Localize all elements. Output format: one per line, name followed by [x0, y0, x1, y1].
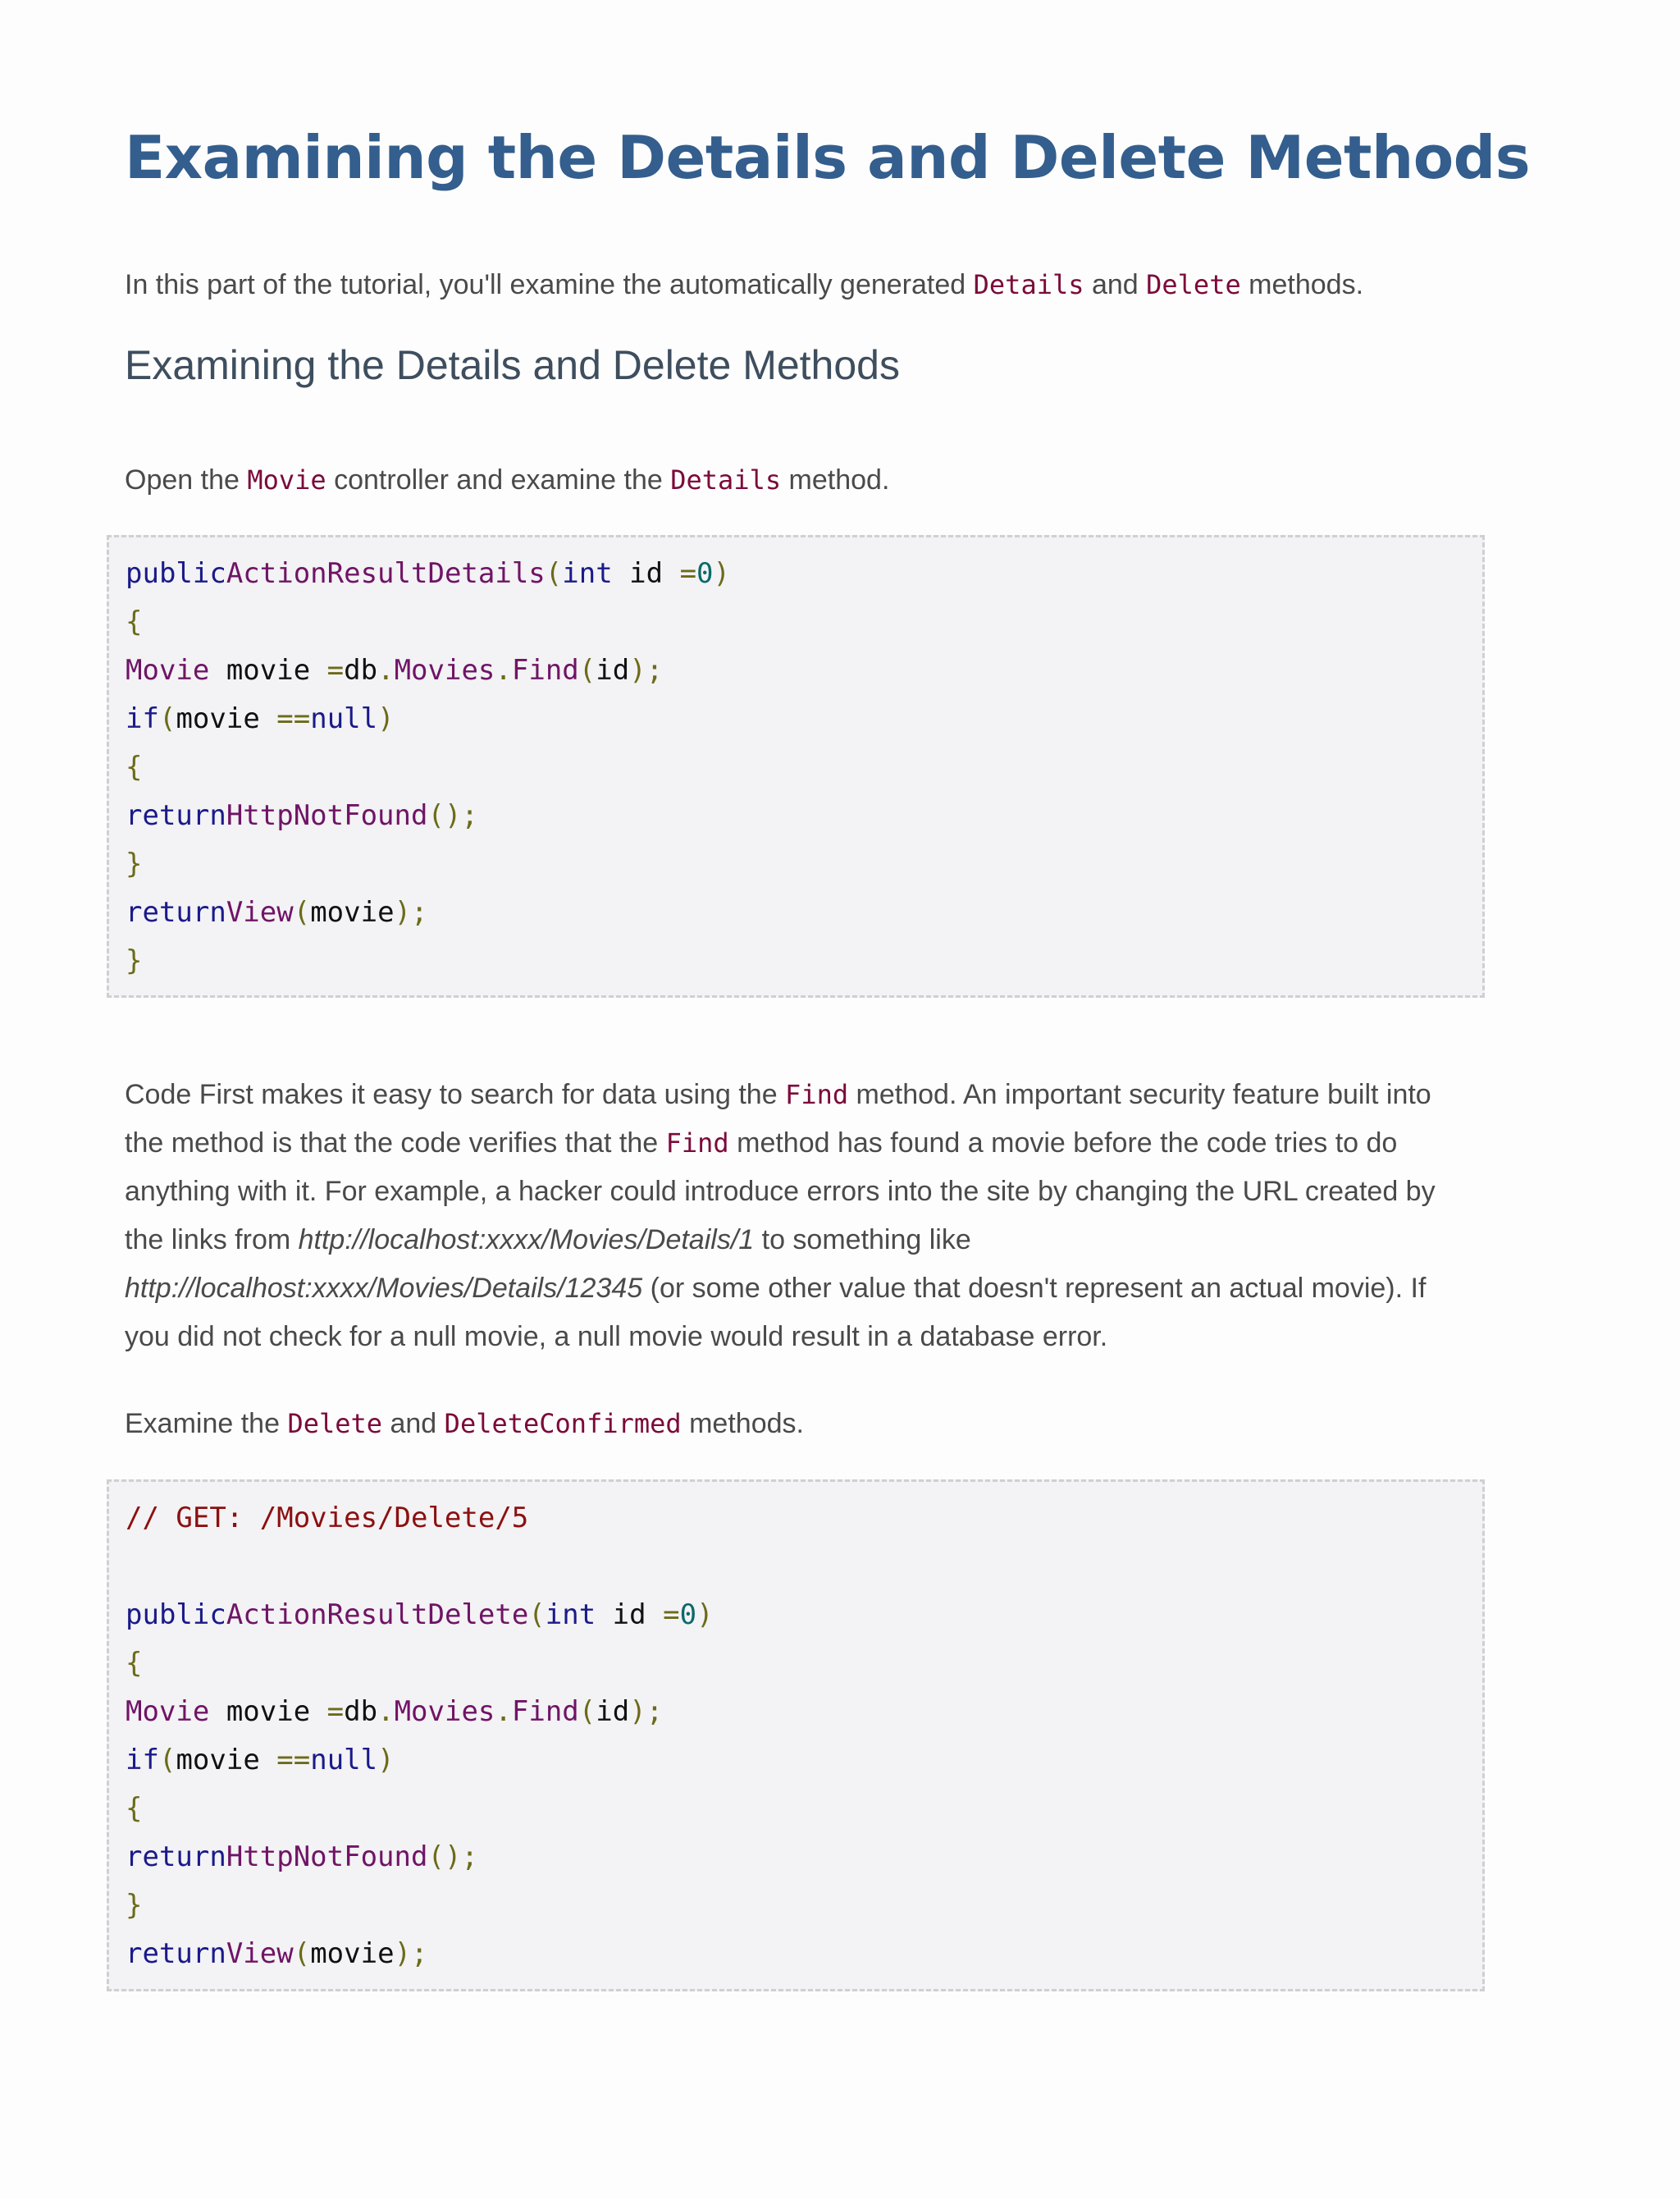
code-token: Movie: [126, 654, 210, 687]
code-token: return: [126, 1840, 226, 1873]
code-token: .: [377, 1695, 395, 1728]
code-token: HttpNotFound: [226, 799, 428, 832]
code-token: 0: [679, 1598, 697, 1631]
code-line: {: [126, 751, 143, 784]
find-explanation-paragraph: [125, 1071, 1470, 1361]
code-token: (: [528, 1598, 546, 1631]
code-token: ;: [461, 799, 478, 832]
code-token: int: [545, 1598, 596, 1631]
paragraph-text: (or some other value that doesn't represent an actual movie). If you did not check for a null movie, a null movie would result in a database error.: [125, 1273, 1427, 1352]
code-token: 0: [696, 557, 714, 590]
code-token: movie: [209, 654, 327, 687]
code-token: db: [344, 1695, 378, 1728]
example-url: http://localhost:xxxx/Movies/Details/12345: [125, 1273, 643, 1304]
code-token: ;: [646, 654, 664, 687]
code-token: ): [394, 1937, 412, 1970]
intro-paragraph: [125, 261, 1363, 309]
code-token: movie: [176, 1744, 277, 1776]
inline-code-find: Find: [785, 1079, 849, 1110]
code-token: return: [126, 1937, 226, 1970]
code-token: (: [158, 702, 176, 735]
code-token: (): [427, 1840, 462, 1873]
inline-code-delete: Delete: [287, 1408, 383, 1439]
code-token: =: [663, 1598, 680, 1631]
code-line: {: [126, 1647, 143, 1680]
code-token: (: [158, 1744, 176, 1776]
code-line: [126, 792, 478, 840]
page-title: Examining the Details and Delete Methods: [125, 123, 1531, 192]
code-token: =: [326, 1695, 345, 1728]
code-token: (): [427, 799, 462, 832]
code-token: Delete: [427, 1598, 529, 1631]
code-token: View: [226, 1937, 294, 1970]
code-token: (: [545, 557, 563, 590]
paragraph-text: Examine the: [125, 1408, 288, 1439]
code-token: Find: [511, 1695, 579, 1728]
example-url: http://localhost:xxxx/Movies/Details/1: [298, 1224, 755, 1255]
code-token: Movie: [126, 1695, 210, 1728]
code-comment: // GET: /Movies/Delete/5: [126, 1502, 529, 1534]
intro-text: methods.: [1240, 269, 1364, 300]
code-token: ;: [411, 1937, 428, 1970]
code-token: ): [629, 654, 646, 687]
code-token: =: [326, 654, 345, 687]
code-token: null: [310, 702, 378, 735]
code-token: ActionResult: [226, 1598, 428, 1631]
paragraph-text: and: [382, 1408, 445, 1439]
code-token: ): [696, 1598, 714, 1631]
intro-text: In this part of the tutorial, you'll examine the automatically generated: [125, 269, 974, 300]
code-line: [126, 1591, 714, 1639]
paragraph-text: to something like: [754, 1224, 971, 1255]
paragraph-text: Code First makes it easy to search for data using the: [125, 1079, 786, 1110]
code-line: [126, 695, 395, 743]
code-token: ==: [276, 702, 311, 735]
code-token: ): [377, 702, 395, 735]
code-token: id: [596, 1695, 630, 1728]
code-token: movie: [176, 702, 277, 735]
code-token: null: [310, 1744, 378, 1776]
code-token: int: [562, 557, 613, 590]
code-line: [126, 1736, 395, 1785]
code-token: ): [394, 896, 412, 929]
examine-delete-paragraph: [125, 1400, 804, 1448]
code-line: [126, 647, 663, 695]
code-token: movie: [310, 896, 395, 929]
code-token: (: [293, 1937, 311, 1970]
code-token: (: [578, 654, 596, 687]
inline-code-details: Details: [670, 464, 782, 496]
code-token: =: [679, 557, 697, 590]
code-line: {: [126, 1792, 143, 1825]
code-token: id: [596, 1598, 664, 1631]
code-token: ): [629, 1695, 646, 1728]
code-token: movie: [310, 1937, 395, 1970]
code-token: ;: [461, 1840, 478, 1873]
intro-text: and: [1084, 269, 1147, 300]
code-token: ;: [646, 1695, 664, 1728]
code-token: if: [126, 1744, 159, 1776]
paragraph-text: method.: [781, 464, 890, 496]
code-token: ActionResult: [226, 557, 428, 590]
code-token: (: [578, 1695, 596, 1728]
code-token: Movies: [394, 654, 495, 687]
inline-code-deleteconfirmed: DeleteConfirmed: [444, 1408, 682, 1439]
code-token: Movies: [394, 1695, 495, 1728]
paragraph-text: method. An important security feature built into the method is that the code verifies that the: [125, 1079, 1431, 1159]
inline-code-delete: Delete: [1146, 269, 1241, 300]
code-token: return: [126, 799, 226, 832]
code-token: (: [293, 896, 311, 929]
paragraph-text: methods.: [681, 1408, 804, 1439]
code-line: [126, 889, 428, 937]
paragraph-text: Open the: [125, 464, 248, 496]
code-line: }: [126, 944, 143, 977]
code-line: [126, 1930, 428, 1978]
code-token: public: [126, 557, 226, 590]
code-line: }: [126, 1889, 143, 1922]
code-token: public: [126, 1598, 226, 1631]
code-token: .: [495, 654, 512, 687]
code-line: [126, 1688, 663, 1736]
paragraph-text: controller and examine the: [326, 464, 671, 496]
code-token: ==: [276, 1744, 311, 1776]
code-token: ;: [411, 896, 428, 929]
code-token: id: [596, 654, 630, 687]
code-token: id: [612, 557, 680, 590]
inline-code-details: Details: [973, 269, 1084, 300]
code-token: if: [126, 702, 159, 735]
code-line: {: [126, 606, 143, 638]
code-token: db: [344, 654, 378, 687]
code-block-delete: [107, 1479, 1485, 1991]
code-line: }: [126, 848, 143, 880]
code-block-details: [107, 535, 1485, 998]
code-token: ): [713, 557, 731, 590]
code-token: HttpNotFound: [226, 1840, 428, 1873]
code-token: movie: [209, 1695, 327, 1728]
code-token: Find: [511, 654, 579, 687]
section-heading: Examining the Details and Delete Methods: [125, 342, 900, 388]
code-token: return: [126, 896, 226, 929]
inline-code-movie: Movie: [247, 464, 326, 496]
paragraph-text: method has found a movie before the code tries to do anything with it. For example, a hacker could introduce errors into the site by changing the URL created by the links from: [125, 1127, 1436, 1255]
code-token: ): [377, 1744, 395, 1776]
code-line: [126, 1833, 478, 1881]
code-token: .: [495, 1695, 512, 1728]
code-token: Details: [427, 557, 546, 590]
inline-code-find: Find: [665, 1127, 729, 1159]
open-controller-paragraph: [125, 456, 889, 505]
code-line: [126, 550, 730, 598]
code-token: .: [377, 654, 395, 687]
code-token: View: [226, 896, 294, 929]
